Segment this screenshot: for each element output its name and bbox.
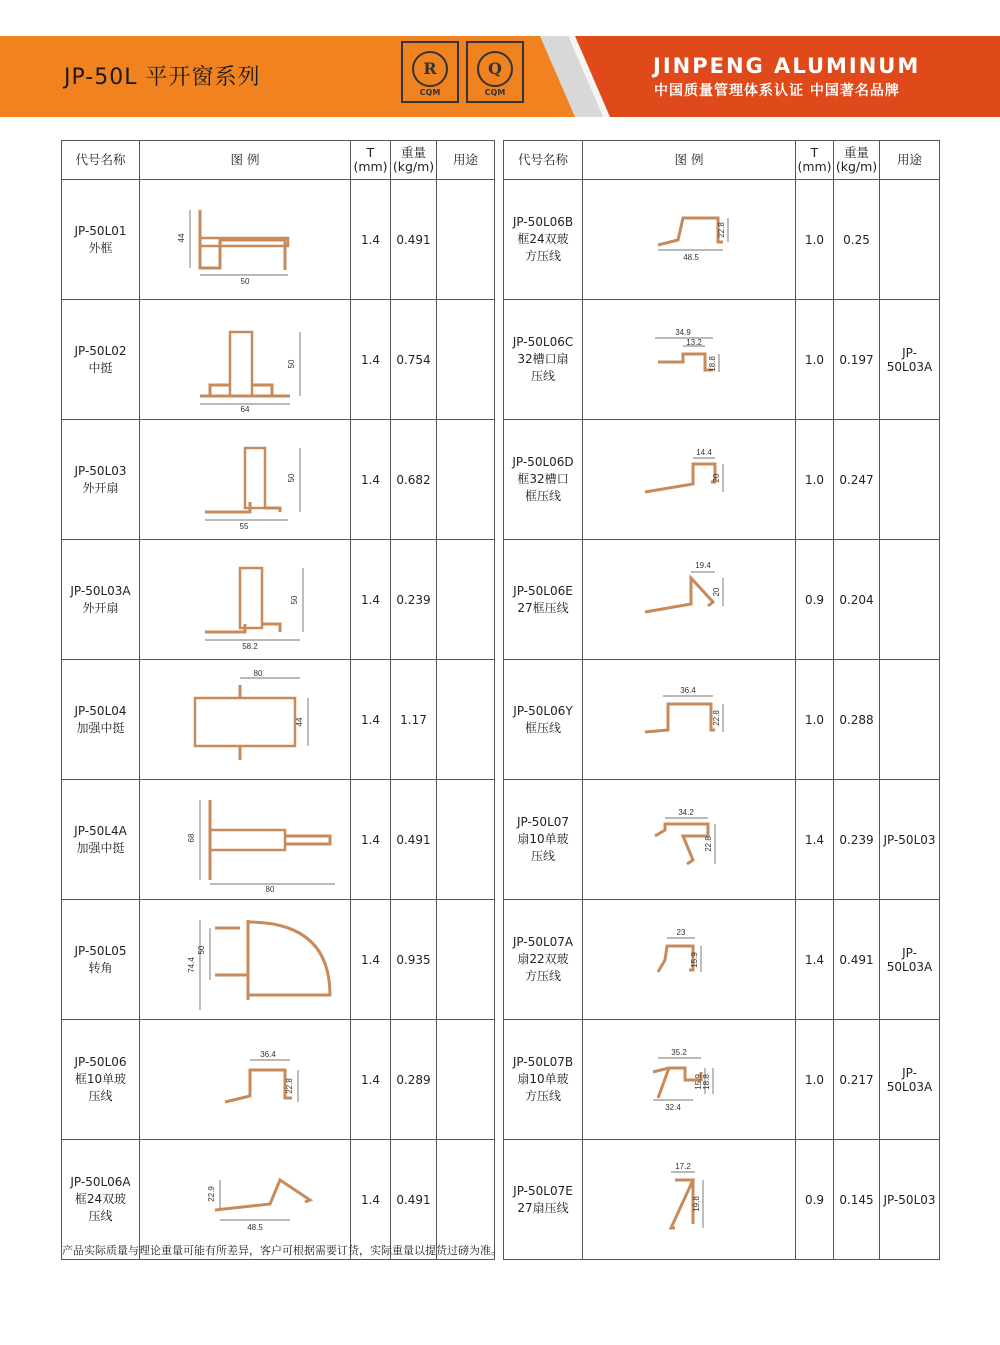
thickness-cell: 1.0 <box>796 1020 834 1140</box>
header-weight: 重量 (kg/m) <box>834 141 880 180</box>
dimension-label: 23 <box>676 928 686 937</box>
brand-name: JINPENG ALUMINUM <box>653 54 921 78</box>
dimension-label: 15.9 <box>694 1074 703 1090</box>
profile-name-2: 方压线 <box>524 969 561 983</box>
use-cell <box>437 180 495 300</box>
profile-name-2: 压线 <box>88 1209 113 1223</box>
profile-drawing <box>140 540 350 656</box>
use-cell: JP-50L03A <box>880 300 940 420</box>
dimension-label: 80 <box>253 669 263 678</box>
dimension-label: 18.8 <box>702 1074 711 1090</box>
profile-code: JP-50L03 <box>74 463 127 478</box>
figure-cell <box>140 300 351 420</box>
profile-name: 扇10单玻 <box>517 1072 569 1086</box>
use-cell <box>437 780 495 900</box>
figure-cell <box>583 1140 796 1260</box>
cqm-q-logo <box>466 41 524 103</box>
header-thickness: T (mm) <box>351 141 391 180</box>
use-cell <box>437 540 495 660</box>
profile-name: 27框压线 <box>517 600 569 615</box>
figure-cell <box>583 780 796 900</box>
dimension-label: 48.5 <box>247 1223 263 1232</box>
table-row <box>504 180 940 300</box>
profile-drawing <box>583 420 795 536</box>
header-thickness: T (mm) <box>796 141 834 180</box>
figure-cell <box>140 540 351 660</box>
profile-code: JP-50L06B <box>512 215 574 229</box>
profile-drawing <box>140 1140 350 1256</box>
figure-cell <box>583 300 796 420</box>
profile-code: JP-50L4A <box>74 823 127 838</box>
header-code: 代号名称 <box>62 141 140 180</box>
figure-cell <box>583 1020 796 1140</box>
figure-cell <box>140 420 351 540</box>
dimension-label: 36.4 <box>260 1050 276 1059</box>
dimension-label: 64 <box>240 405 250 414</box>
table-row <box>504 1020 940 1140</box>
dimension-label: 20 <box>712 587 721 597</box>
profile-name: 框压线 <box>524 720 561 735</box>
dimension-label: 13.2 <box>686 338 702 347</box>
profile-code: JP-50L06 <box>74 1055 127 1069</box>
use-cell <box>880 180 940 300</box>
logo-label: CQM <box>419 88 441 97</box>
profile-name: 转角 <box>88 960 113 975</box>
table-row <box>62 660 495 780</box>
thickness-cell: 1.0 <box>796 180 834 300</box>
table-row <box>504 1140 940 1260</box>
code-cell <box>62 300 140 420</box>
profile-drawing <box>140 660 350 776</box>
table-row <box>504 300 940 420</box>
code-cell <box>504 900 583 1020</box>
table-row <box>62 900 495 1020</box>
weight-cell: 0.239 <box>834 780 880 900</box>
thickness-cell: 0.9 <box>796 1140 834 1260</box>
profile-code: JP-50L01 <box>74 223 127 238</box>
code-cell <box>62 660 140 780</box>
profile-name: 外开扇 <box>82 480 119 495</box>
thickness-cell: 1.4 <box>351 900 391 1020</box>
profile-name: 外开扇 <box>82 600 119 615</box>
header-code: 代号名称 <box>504 141 583 180</box>
profile-name-2: 方压线 <box>524 249 561 263</box>
dimension-label: 18.8 <box>708 356 717 372</box>
figure-cell <box>583 900 796 1020</box>
dimension-label: 50 <box>287 473 296 483</box>
figure-cell <box>140 180 351 300</box>
use-cell: JP-50L03A <box>880 1020 940 1140</box>
table-row <box>62 180 495 300</box>
table-row <box>62 420 495 540</box>
footnote: 产品实际质量与理论重量可能有所差异，客户可根据需要订货，实际重量以提货过磅为准。 <box>62 1244 502 1257</box>
table-row <box>62 540 495 660</box>
profile-drawing <box>583 780 795 896</box>
code-cell <box>62 900 140 1020</box>
thickness-cell: 1.4 <box>351 1140 391 1260</box>
profile-name-2: 框压线 <box>524 489 561 503</box>
figure-cell <box>140 900 351 1020</box>
code-cell <box>504 660 583 780</box>
profile-name: 32槽口扇 <box>517 352 569 366</box>
dimension-label: 22.8 <box>712 710 721 726</box>
profile-name: 27扇压线 <box>517 1200 569 1215</box>
weight-cell: 1.17 <box>391 660 437 780</box>
profile-name: 加强中挺 <box>76 720 125 735</box>
profile-drawing <box>583 660 795 776</box>
table-row <box>504 420 940 540</box>
header-use: 用途 <box>437 141 495 180</box>
thickness-cell: 1.4 <box>351 780 391 900</box>
dimension-label: 22.8 <box>285 1078 294 1094</box>
dimension-label: 68 <box>187 833 196 843</box>
profile-drawing <box>140 900 350 1016</box>
profile-name: 框24双玻 <box>74 1192 127 1206</box>
thickness-cell: 1.4 <box>796 900 834 1020</box>
profile-name: 框10单玻 <box>74 1072 127 1086</box>
dimension-label: 32.4 <box>665 1103 681 1112</box>
cqm-r-logo <box>401 41 459 103</box>
brand-slogan: 中国质量管理体系认证 中国著名品牌 <box>654 83 900 99</box>
logo-mark: R <box>412 51 448 87</box>
dimension-label: 34.9 <box>675 328 691 337</box>
use-cell: JP-50L03A <box>880 900 940 1020</box>
use-cell <box>437 300 495 420</box>
dimension-label: 48.5 <box>683 253 699 262</box>
code-cell <box>504 420 583 540</box>
header-figure: 图 例 <box>583 141 796 180</box>
code-cell <box>504 300 583 420</box>
weight-cell: 0.289 <box>391 1020 437 1140</box>
thickness-cell: 1.4 <box>796 780 834 900</box>
thickness-cell: 1.4 <box>351 420 391 540</box>
profile-code: JP-50L06A <box>70 1175 131 1189</box>
dimension-label: 50 <box>290 595 299 605</box>
code-cell <box>504 180 583 300</box>
weight-cell: 0.288 <box>834 660 880 780</box>
header-use: 用途 <box>880 141 940 180</box>
use-cell <box>880 420 940 540</box>
dimension-label: 50 <box>287 359 296 369</box>
dimension-label: 74.4 <box>187 957 196 973</box>
code-cell <box>62 420 140 540</box>
thickness-cell: 1.4 <box>351 1020 391 1140</box>
weight-cell: 0.25 <box>834 180 880 300</box>
use-cell <box>437 660 495 780</box>
figure-cell <box>583 540 796 660</box>
weight-cell: 0.217 <box>834 1020 880 1140</box>
dimension-label: 50 <box>240 277 250 286</box>
code-cell <box>504 1140 583 1260</box>
dimension-label: 44 <box>177 233 186 243</box>
figure-cell <box>583 180 796 300</box>
table-row <box>504 900 940 1020</box>
table-row <box>504 660 940 780</box>
weight-cell: 0.247 <box>834 420 880 540</box>
profile-drawing <box>140 420 350 536</box>
profile-table-left <box>61 140 495 1260</box>
header-weight: 重量 (kg/m) <box>391 141 437 180</box>
code-cell <box>62 1020 140 1140</box>
dimension-label: 55 <box>239 522 249 531</box>
dimension-label: 58.2 <box>242 642 258 651</box>
profile-code: JP-50L06C <box>512 335 574 349</box>
use-cell <box>437 1020 495 1140</box>
code-cell <box>504 780 583 900</box>
use-cell <box>880 540 940 660</box>
profile-drawing <box>583 1140 795 1256</box>
profile-drawing <box>140 1020 350 1136</box>
weight-cell: 0.491 <box>391 780 437 900</box>
profile-table-right <box>503 140 940 1260</box>
profile-name: 扇10单玻 <box>517 832 569 846</box>
thickness-cell: 1.4 <box>351 540 391 660</box>
dimension-label: 34.2 <box>678 808 694 817</box>
table-row <box>62 300 495 420</box>
profile-code: JP-50L02 <box>74 343 127 358</box>
table-row <box>504 780 940 900</box>
logo-mark: Q <box>477 51 513 87</box>
thickness-cell: 1.4 <box>351 300 391 420</box>
profile-name: 外框 <box>88 240 113 255</box>
code-cell <box>62 540 140 660</box>
profile-drawing <box>140 180 350 296</box>
profile-drawing <box>583 1020 795 1136</box>
weight-cell: 0.204 <box>834 540 880 660</box>
profile-drawing <box>140 300 350 416</box>
dimension-label: 20 <box>712 473 721 483</box>
profile-name-2: 压线 <box>530 369 555 383</box>
dimension-label: 22.8 <box>704 836 713 852</box>
profile-drawing <box>583 540 795 656</box>
use-cell <box>437 900 495 1020</box>
weight-cell: 0.145 <box>834 1140 880 1260</box>
table-row <box>62 780 495 900</box>
profile-drawing <box>583 300 795 416</box>
table-row <box>504 540 940 660</box>
profile-drawing <box>583 180 795 296</box>
dimension-label: 22.9 <box>207 1186 216 1202</box>
weight-cell: 0.491 <box>391 180 437 300</box>
profile-code: JP-50L05 <box>74 943 127 958</box>
use-cell <box>437 420 495 540</box>
dimension-label: 19.4 <box>695 561 711 570</box>
weight-cell: 0.239 <box>391 540 437 660</box>
thickness-cell: 0.9 <box>796 540 834 660</box>
thickness-cell: 1.4 <box>351 180 391 300</box>
figure-cell <box>140 660 351 780</box>
profile-code: JP-50L06D <box>512 455 574 469</box>
profile-name: 框32槽口 <box>517 472 569 486</box>
profile-name-2: 压线 <box>530 849 555 863</box>
dimension-label: 44 <box>295 717 304 727</box>
header-banner <box>0 0 1000 117</box>
profile-name: 中挺 <box>88 360 113 375</box>
thickness-cell: 1.0 <box>796 660 834 780</box>
profile-drawing <box>583 900 795 1016</box>
profile-name: 扇22双玻 <box>517 952 569 966</box>
code-cell <box>504 1020 583 1140</box>
weight-cell: 0.935 <box>391 900 437 1020</box>
profile-code: JP-50L07A <box>512 935 574 949</box>
dimension-label: 17.2 <box>675 1162 691 1171</box>
weight-cell: 0.682 <box>391 420 437 540</box>
dimension-label: 35.2 <box>671 1048 687 1057</box>
profile-code: JP-50L03A <box>70 583 131 598</box>
dimension-label: 15.9 <box>690 952 699 968</box>
use-cell: JP-50L03 <box>880 1140 940 1260</box>
thickness-cell: 1.0 <box>796 300 834 420</box>
profile-name: 框24双玻 <box>517 232 569 246</box>
weight-cell: 0.197 <box>834 300 880 420</box>
table-row <box>62 1020 495 1140</box>
figure-cell <box>140 780 351 900</box>
code-cell <box>62 780 140 900</box>
dimension-label: 80 <box>265 885 275 894</box>
page-title: JP-50L 平开窗系列 <box>64 65 261 90</box>
figure-cell <box>140 1020 351 1140</box>
use-cell <box>880 660 940 780</box>
use-cell: JP-50L03 <box>880 780 940 900</box>
dimension-label: 14.4 <box>696 448 712 457</box>
dimension-label: 22.8 <box>717 222 726 238</box>
profile-drawing <box>140 780 350 896</box>
figure-cell <box>583 420 796 540</box>
thickness-cell: 1.0 <box>796 420 834 540</box>
figure-cell <box>583 660 796 780</box>
profile-code: JP-50L07E <box>513 1183 573 1198</box>
thickness-cell: 1.4 <box>351 660 391 780</box>
logo-label: CQM <box>484 88 506 97</box>
code-cell <box>504 540 583 660</box>
dimension-label: 50 <box>197 945 206 955</box>
code-cell <box>62 180 140 300</box>
profile-code: JP-50L07B <box>512 1055 574 1069</box>
profile-code: JP-50L04 <box>74 703 127 718</box>
profile-name: 加强中挺 <box>76 840 125 855</box>
header-figure: 图 例 <box>140 141 351 180</box>
dimension-label: 19.8 <box>692 1196 701 1212</box>
profile-name-2: 方压线 <box>524 1089 561 1103</box>
profile-code: JP-50L06Y <box>513 703 573 718</box>
weight-cell: 0.754 <box>391 300 437 420</box>
profile-code: JP-50L06E <box>513 583 573 598</box>
weight-cell: 0.491 <box>834 900 880 1020</box>
profile-code: JP-50L07 <box>516 815 570 829</box>
dimension-label: 36.4 <box>680 686 696 695</box>
profile-name-2: 压线 <box>88 1089 113 1103</box>
weight-cell: 0.491 <box>391 1140 437 1260</box>
